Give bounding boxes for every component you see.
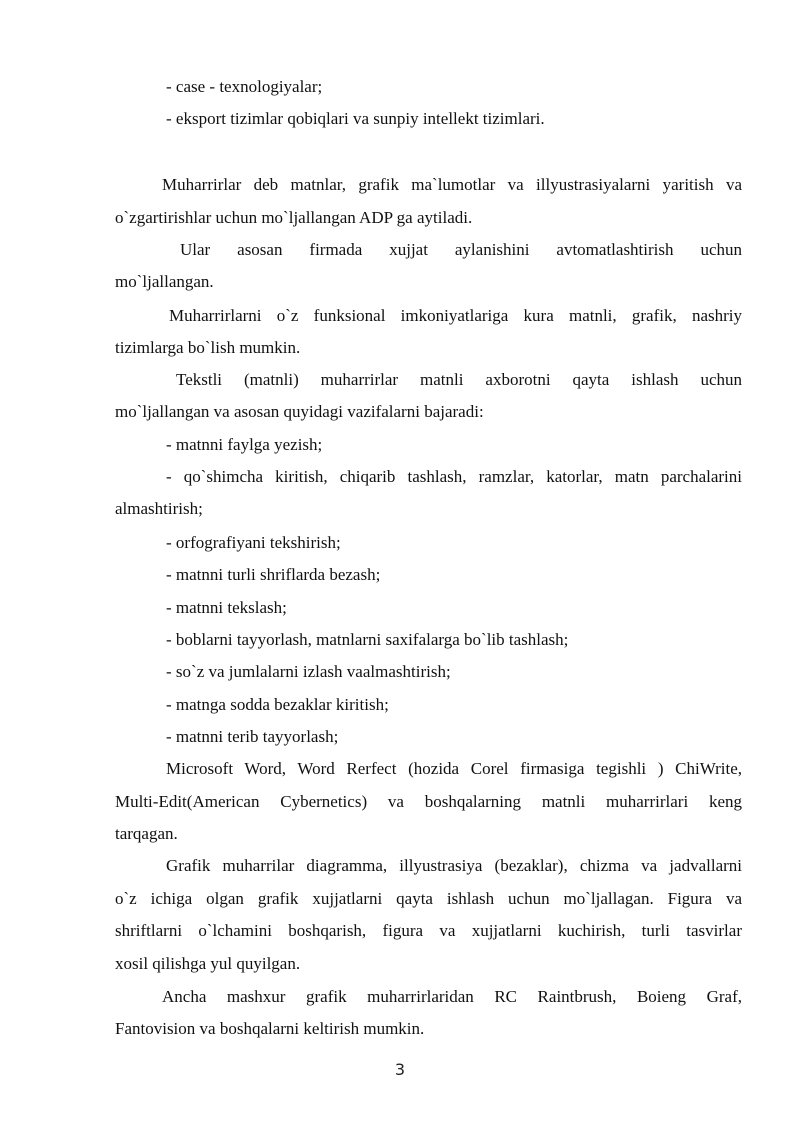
paragraph-line: Muharrirlarni o`z funksional imkoniyatlariga kura matnli, grafik, nashriy: [169, 306, 742, 325]
paragraph-line: o`zgartirishlar uchun mo`ljallangan ADP ga aytiladi.: [115, 208, 473, 227]
page-number: 3: [394, 1060, 406, 1079]
paragraph-line: Fantovision va boshqalarni keltirish mumkin.: [115, 1019, 425, 1038]
paragraph-line: xosil qilishga yul quyilgan.: [115, 954, 301, 973]
list-item: - matnni terib tayyorlash;: [166, 727, 339, 746]
list-item: - matnni tekslash;: [166, 598, 287, 617]
list-item: - case - texnologiyalar;: [166, 77, 323, 96]
list-item: - boblarni tayyorlash, matnlarni saxifalarga bo`lib tashlash;: [166, 630, 569, 649]
paragraph-line: Multi-Edit(American Cybernetics) va boshqalarning matnli muharrirlari keng: [115, 792, 742, 811]
list-item: - eksport tizimlar qobiqlari va sunpiy intellekt tizimlari.: [166, 109, 545, 128]
paragraph-line: Muharrirlar deb matnlar, grafik ma`lumotlar va illyustrasiyalarni yaritish va: [162, 175, 742, 194]
paragraph-line: Tekstli (matnli) muharrirlar matnli axborotni qayta ishlash uchun: [176, 370, 742, 389]
list-item: - matnga sodda bezaklar kiritish;: [166, 695, 389, 714]
paragraph-line: o`z ichiga olgan grafik xujjatlarni qayta ishlash uchun mo`ljallagan. Figura va: [115, 889, 742, 908]
paragraph-line: tizimlarga bo`lish mumkin.: [115, 338, 301, 357]
list-item: - matnni turli shriflarda bezash;: [166, 565, 381, 584]
paragraph-line: shriftlarni o`lchamini boshqarish, figura va xujjatlarni kuchirish, turli tasvirlar: [115, 921, 742, 940]
list-item: - so`z va jumlalarni izlash vaalmashtirish;: [166, 662, 451, 681]
paragraph-line: Grafik muharrilar diagramma, illyustrasiya (bezaklar), chizma va jadvallarni: [166, 856, 742, 875]
paragraph-line: Ancha mashxur grafik muharrirlaridan RC Raintbrush, Boieng Graf,: [162, 987, 742, 1006]
list-item-continuation: almashtirish;: [115, 499, 203, 518]
list-item: - orfografiyani tekshirish;: [166, 533, 341, 552]
paragraph-line: tarqagan.: [115, 824, 178, 843]
paragraph-line: Microsoft Word, Word Rerfect (hozida Corel firmasiga tegishli ) ChiWrite,: [166, 759, 742, 778]
list-item: - matnni faylga yezish;: [166, 435, 323, 454]
paragraph-line: mo`ljallangan.: [115, 272, 214, 291]
paragraph-line: Ular asosan firmada xujjat aylanishini avtomatlashtirish uchun: [180, 240, 742, 259]
paragraph-line: mo`ljallangan va asosan quyidagi vazifalarni bajaradi:: [115, 402, 484, 421]
list-item: - qo`shimcha kiritish, chiqarib tashlash, ramzlar, katorlar, matn parchalarini: [166, 467, 742, 486]
